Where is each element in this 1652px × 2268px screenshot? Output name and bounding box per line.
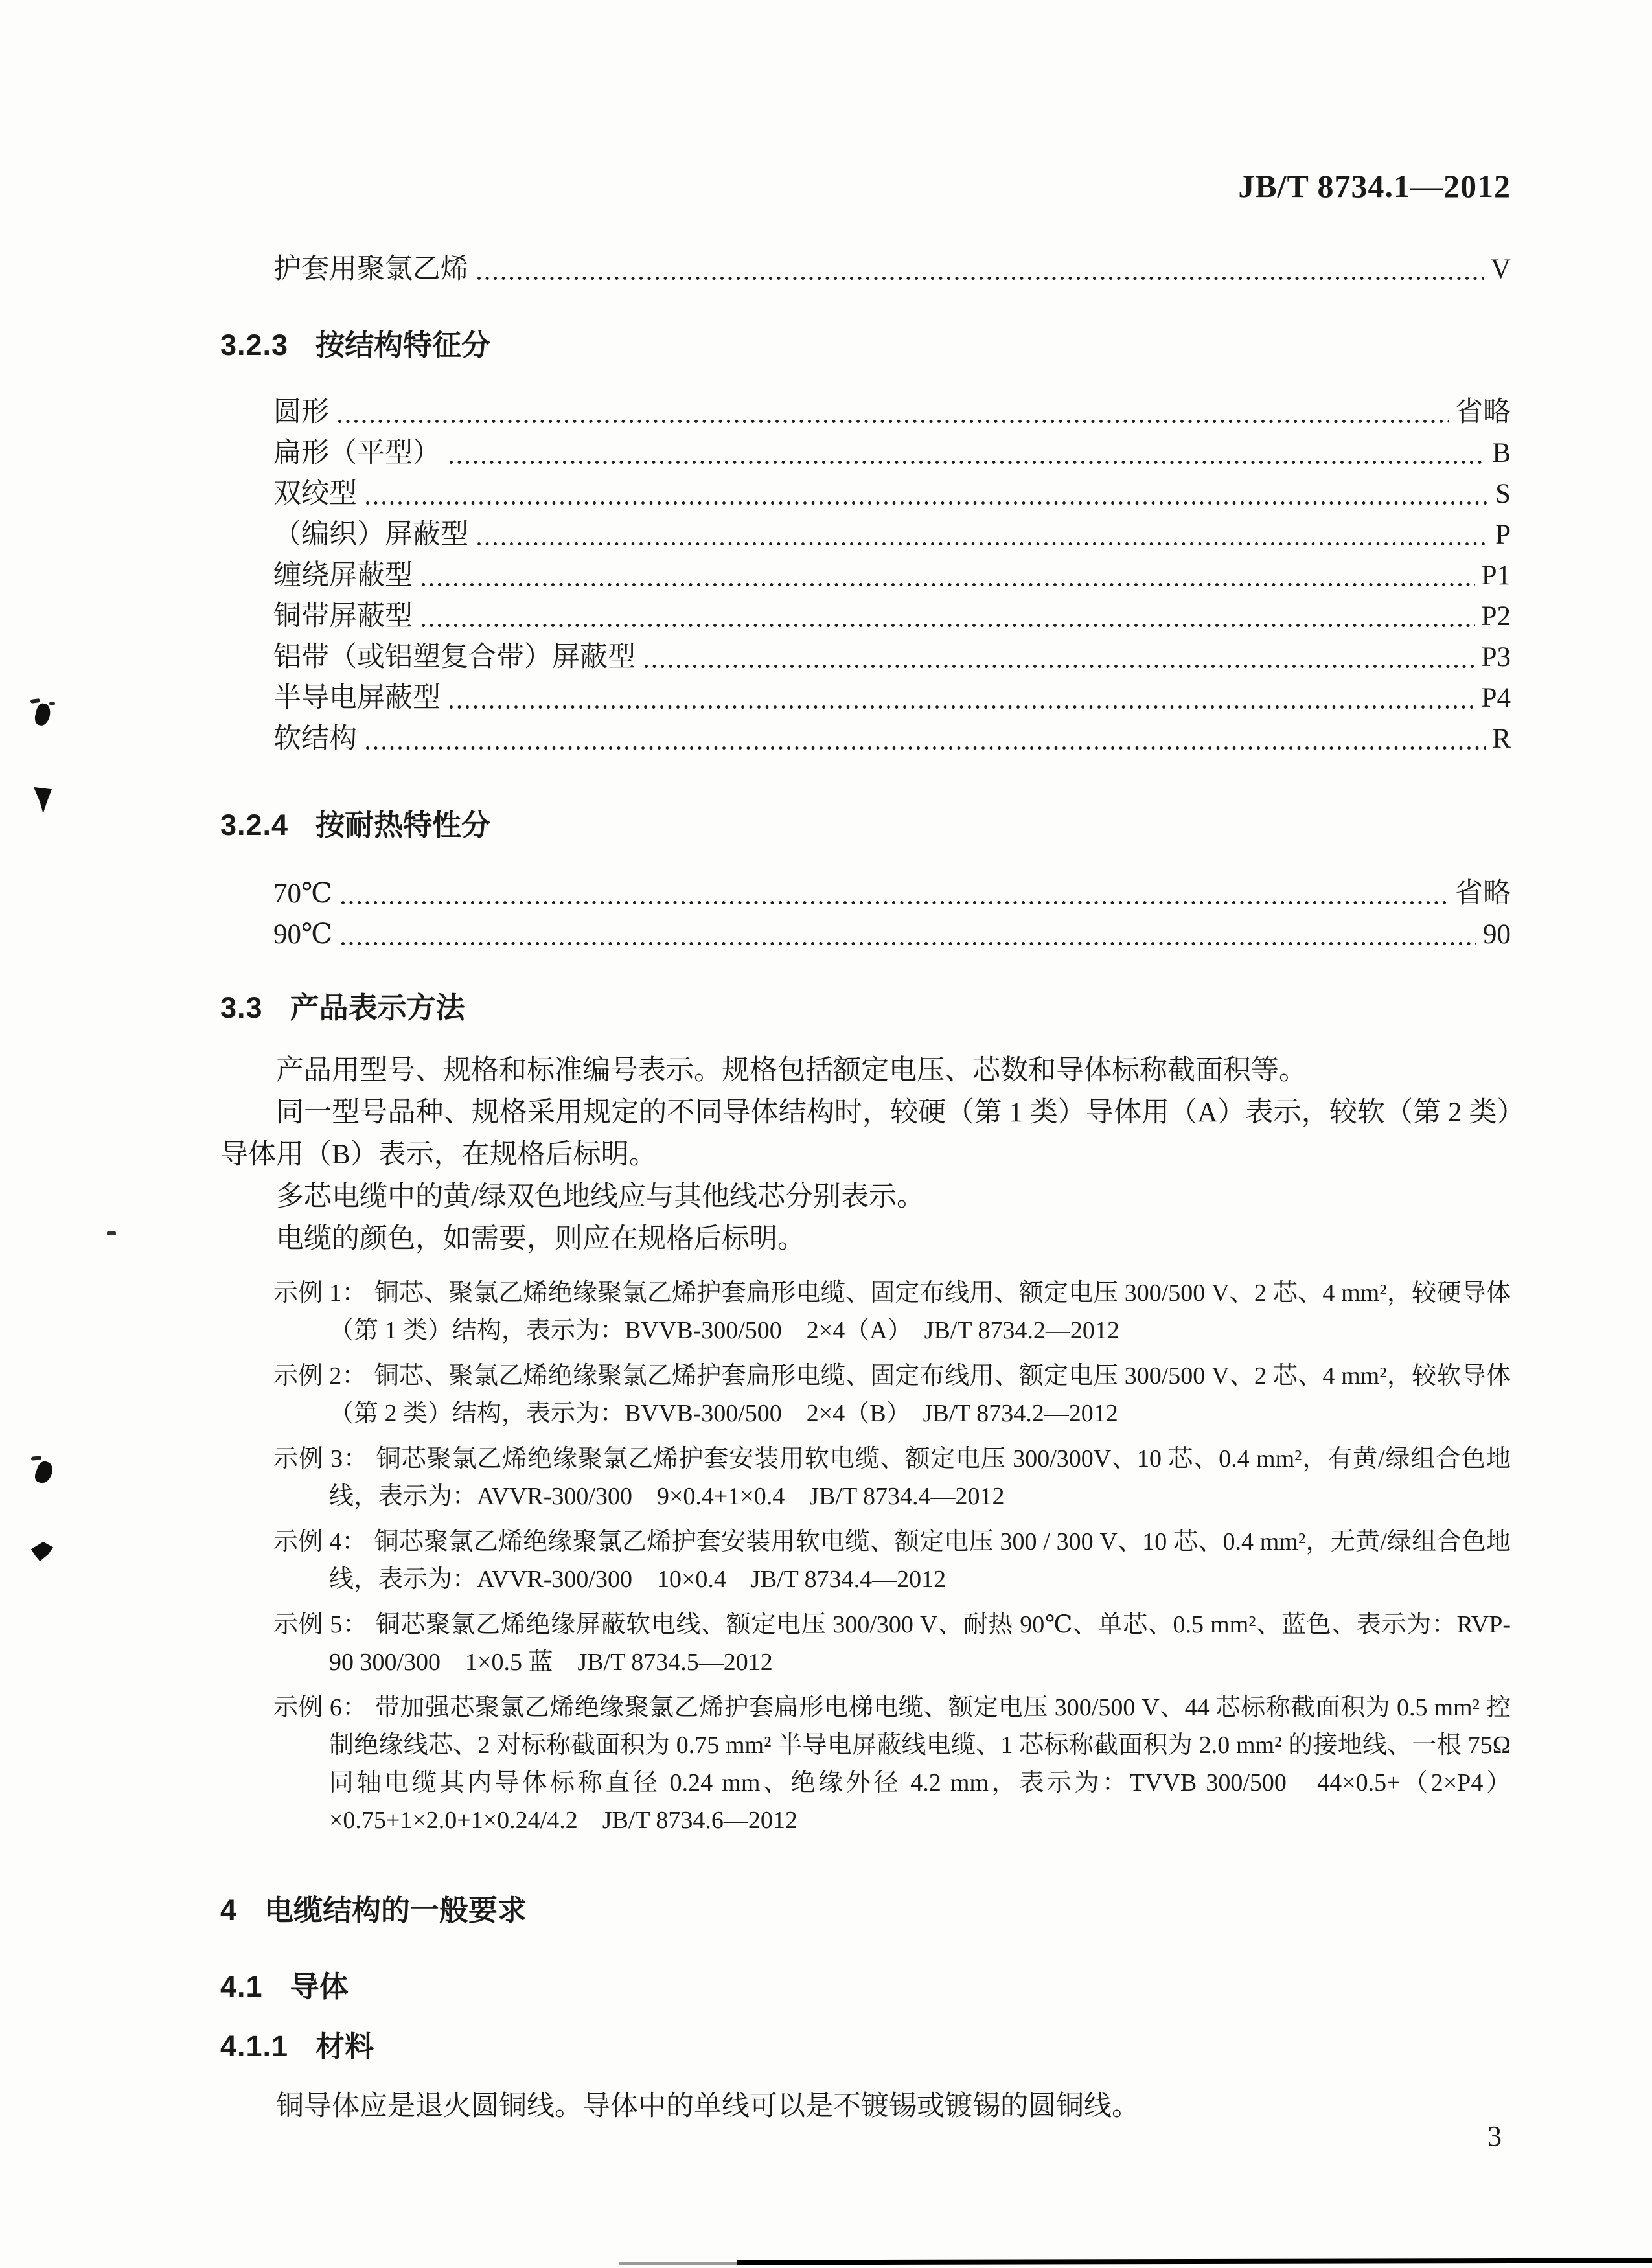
toc-row xyxy=(273,433,1511,474)
dot-leader xyxy=(365,745,1486,751)
example-text: 铜芯、聚氯乙烯绝缘聚氯乙烯护套扁形电缆、固定布线用、额定电压 300/500 V、2 芯、4 mm²，较硬导体（第 1 类）结构，表示为：BVVB-300/500 2×4（A） JB/T 8734.2—2012 xyxy=(329,1279,1511,1344)
dot-leader xyxy=(476,541,1489,547)
toc-row xyxy=(273,678,1511,718)
example-text: 铜芯聚氯乙烯绝缘屏蔽软电线、额定电压 300/300 V、耐热 90℃、单芯、0.5 mm²、蓝色、表示为：RVP-90 300/300 1×0.5 蓝 JB/T 8734.5—2012 xyxy=(329,1611,1511,1676)
example-label: 示例 5： xyxy=(273,1611,368,1638)
paragraph: 多芯电缆中的黄/绿双色地线应与其他线芯分别表示。 xyxy=(276,1182,924,1212)
toc-row xyxy=(273,514,1511,555)
example-item xyxy=(273,1357,1511,1432)
section-heading-4-1 xyxy=(220,1967,1511,2006)
example-text: 铜芯、聚氯乙烯绝缘聚氯乙烯护套扁形电缆、固定布线用、额定电压 300/500 V、2 芯、4 mm²，较软导体（第 2 类）结构，表示为：BVVB-300/500 2×4（B） JB/T 8734.2—2012 xyxy=(329,1362,1511,1427)
section-heading-3-3 xyxy=(220,989,1511,1027)
toc-label: 扁形（平型） xyxy=(273,438,441,468)
section-heading-3-2-3 xyxy=(220,326,1511,365)
toc-value: P1 xyxy=(1481,560,1511,591)
ink-smudge xyxy=(31,1542,53,1561)
toc-value: P2 xyxy=(1481,601,1511,632)
ink-smudge xyxy=(30,698,41,704)
section-number: 3.2.3 xyxy=(220,328,289,361)
document-code-header: JB/T 8734.1—2012 xyxy=(1238,168,1511,204)
toc-row xyxy=(273,718,1511,759)
section-title: 按结构特征分 xyxy=(315,328,491,361)
section-number: 3.2.4 xyxy=(220,808,289,842)
toc-value: V xyxy=(1490,254,1511,284)
section-title: 按耐热特性分 xyxy=(315,808,491,842)
toc-label: 90℃ xyxy=(273,919,333,950)
toc-row xyxy=(273,637,1511,678)
ink-smudge xyxy=(34,786,52,814)
example-item xyxy=(273,1689,1511,1839)
toc-label: 70℃ xyxy=(273,878,333,909)
page-number: 3 xyxy=(1487,2120,1502,2152)
toc-value: B xyxy=(1492,438,1511,468)
ink-smudge xyxy=(49,702,55,705)
section-title: 产品表示方法 xyxy=(290,991,465,1024)
toc-value: S xyxy=(1495,479,1511,509)
dot-leader xyxy=(340,900,1449,906)
dot-leader xyxy=(448,459,1486,465)
example-text: 带加强芯聚氯乙烯绝缘聚氯乙烯护套扁形电梯电缆、额定电压 300/500 V、44 芯标称截面积为 0.5 mm² 控制绝缘线芯、2 对标称截面积为 0.75 mm² 半导电屏蔽线电缆、1 芯标称截面积为 2.0 mm² 的接地线、一根 75Ω 同轴电缆其内导体标称直径 0.24 mm、绝缘外径 4.2 mm，表示为：TVVB 300/500 44×0.5+（2×P4）×0.75+1×2.0+1×0.24/4.2 JB/T 8734.6—2012 xyxy=(329,1694,1511,1834)
toc-value: P4 xyxy=(1481,683,1511,713)
toc-row xyxy=(273,914,1511,955)
example-label: 示例 6： xyxy=(273,1694,367,1721)
toc-value: 省略 xyxy=(1455,878,1511,909)
section-title: 导体 xyxy=(290,1970,349,2003)
toc-row xyxy=(273,596,1511,637)
example-item xyxy=(273,1606,1511,1681)
section-heading-4 xyxy=(220,1891,1511,1930)
example-text: 铜芯聚氯乙烯绝缘聚氯乙烯护套安装用软电缆、额定电压 300 / 300 V、10 芯、0.4 mm²，无黄/绿组合色地线，表示为：AVVR-300/300 10×0.4 JB/T 8734.4—2012 xyxy=(329,1528,1511,1593)
ink-smudge xyxy=(107,1231,116,1235)
body-paragraphs xyxy=(220,1049,1511,1260)
ink-smudge xyxy=(33,1460,55,1485)
example-item xyxy=(273,1523,1511,1598)
section-heading-3-2-4 xyxy=(220,806,1511,845)
section-title: 电缆结构的一般要求 xyxy=(264,1894,527,1927)
toc-label: 双绞型 xyxy=(273,479,357,509)
scan-artifact-line xyxy=(737,2258,1652,2265)
section-number: 4.1 xyxy=(220,1970,263,2003)
example-item xyxy=(273,1440,1511,1515)
paragraph: 同一型号品种、规格采用规定的不同导体结构时，较硬（第 1 类）导体用（A）表示，较软（第 2 类）导体用（B）表示，在规格后标明。 xyxy=(220,1097,1511,1170)
dot-leader xyxy=(448,704,1475,710)
toc-label: 圆形 xyxy=(273,397,329,428)
toc-value: 90 xyxy=(1483,919,1511,950)
toc-value: P xyxy=(1495,520,1511,550)
example-label: 示例 2： xyxy=(273,1362,367,1390)
section-number: 4 xyxy=(220,1894,238,1927)
toc-row xyxy=(273,873,1511,914)
toc-label: 护套用聚氯乙烯 xyxy=(273,254,468,284)
example-label: 示例 3： xyxy=(273,1445,369,1472)
toc-label: 软结构 xyxy=(273,724,357,754)
toc-label: 铝带（或铝塑复合带）屏蔽型 xyxy=(273,642,636,672)
toc-row xyxy=(273,392,1511,433)
paragraph: 铜导体应是退火圆铜线。导体中的单线可以是不镀锡或镀锡的圆铜线。 xyxy=(276,2091,1140,2122)
paragraph: 产品用型号、规格和标准编号表示。规格包括额定电压、芯数和导体标称截面积等。 xyxy=(276,1055,1307,1086)
dot-leader xyxy=(643,663,1475,669)
heat-rating-list xyxy=(220,873,1511,955)
dot-leader xyxy=(337,418,1449,424)
section-title: 材料 xyxy=(315,2030,374,2063)
toc-label: 铜带屏蔽型 xyxy=(273,601,413,632)
dot-leader xyxy=(476,275,1484,281)
dot-leader xyxy=(365,500,1489,506)
structure-code-list xyxy=(220,392,1511,759)
ink-smudge xyxy=(33,702,52,727)
toc-value: P3 xyxy=(1481,642,1511,672)
ink-smudge xyxy=(31,1456,42,1461)
toc-label: （编织）屏蔽型 xyxy=(273,520,468,550)
example-label: 示例 1： xyxy=(273,1279,367,1307)
example-list xyxy=(220,1274,1511,1839)
toc-value: 省略 xyxy=(1455,397,1511,428)
dot-leader xyxy=(340,941,1476,946)
section-number: 4.1.1 xyxy=(220,2030,289,2063)
example-label: 示例 4： xyxy=(273,1528,367,1555)
toc-row xyxy=(273,474,1511,514)
toc-row xyxy=(273,249,1511,290)
dot-leader xyxy=(420,582,1475,588)
page-content xyxy=(220,0,1511,2127)
paragraph: 电缆的颜色，如需要，则应在规格后标明。 xyxy=(276,1224,805,1254)
example-item xyxy=(273,1274,1511,1349)
example-text: 铜芯聚氯乙烯绝缘聚氯乙烯护套安装用软电缆、额定电压 300/300V、10 芯、0.4 mm²，有黄/绿组合色地线，表示为：AVVR-300/300 9×0.4+1×0.4 JB/T 8734.4—2012 xyxy=(329,1445,1511,1510)
toc-label: 缠绕屏蔽型 xyxy=(273,560,413,591)
section-number: 3.3 xyxy=(220,991,263,1024)
toc-label: 半导电屏蔽型 xyxy=(273,683,441,713)
scan-artifact-line xyxy=(619,2262,739,2265)
toc-row xyxy=(273,555,1511,596)
dot-leader xyxy=(420,623,1475,628)
toc-value: R xyxy=(1492,724,1511,754)
section-heading-4-1-1 xyxy=(220,2027,1511,2066)
